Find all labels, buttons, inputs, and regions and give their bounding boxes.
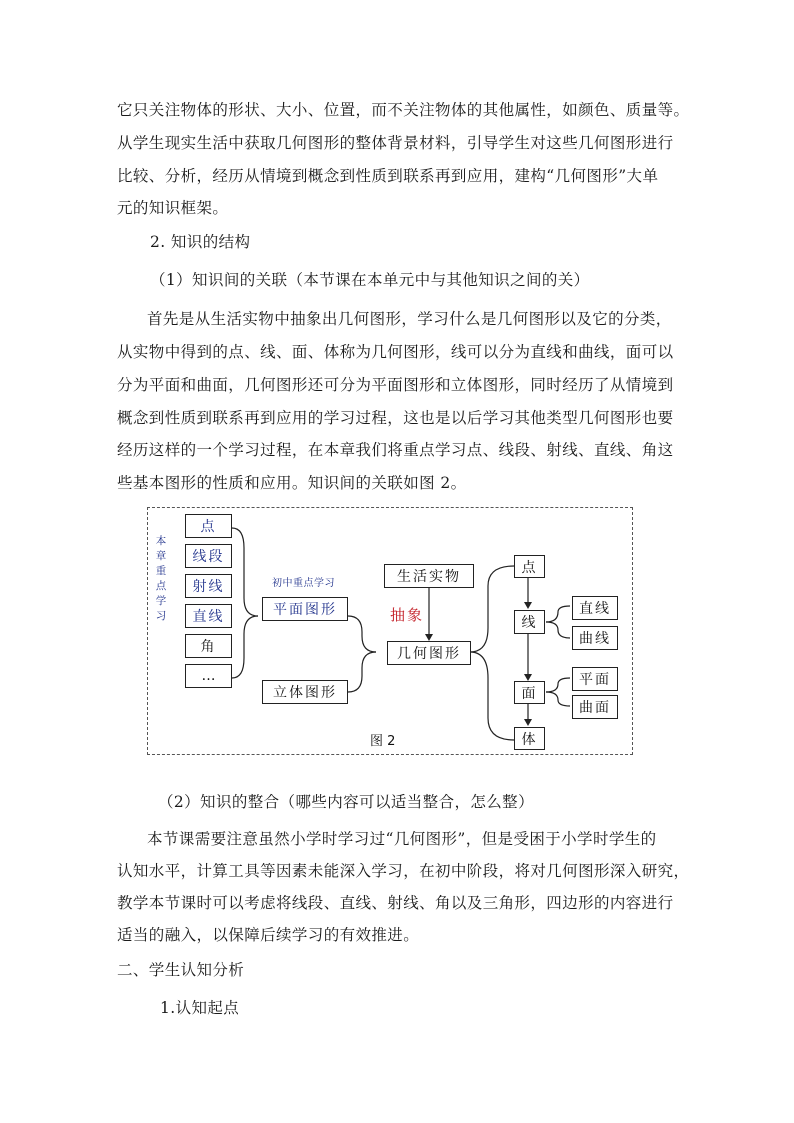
knowledge-relation-diagram — [147, 507, 633, 755]
paragraph-line: 首先是从生活实物中抽象出几何图形，学习什么是几何图形以及它的分类， — [147, 310, 672, 328]
section-heading: 二、学生认知分析 — [117, 961, 245, 979]
abstract-label: 抽象 — [390, 606, 425, 624]
subsection-heading: （1）知识间的关联（本节课在本单元中与其他知识之间的关） — [150, 271, 590, 289]
paragraph-line: 从学生现实生活中获取几何图形的整体背景材料，引导学生对这些几何图形进行 — [117, 134, 674, 152]
key-item-more: … — [185, 664, 232, 688]
paragraph-line: 概念到性质到联系再到应用的学习过程，这也是以后学习其他类型几何图形也要 — [117, 409, 674, 427]
key-item-ray: 射线 — [185, 574, 232, 598]
plane-figure-box: 平面图形 — [262, 597, 348, 621]
key-item-segment: 线段 — [185, 544, 232, 568]
key-study-vertical-label: 本章重点学习 — [155, 535, 167, 622]
real-object-box: 生活实物 — [384, 564, 474, 588]
junior-focus-label: 初中重点学习 — [272, 578, 335, 589]
figure-caption: 图 2 — [370, 734, 396, 749]
key-item-point: 点 — [185, 514, 232, 538]
paragraph-line: 认知水平，计算工具等因素未能深入学习，在初中阶段，将对几何图形深入研究， — [117, 862, 690, 880]
paragraph-line: 适当的融入，以保障后续学习的有效推进。 — [117, 926, 420, 944]
solid-figure-box: 立体图形 — [262, 680, 348, 704]
surface-box: 面 — [514, 681, 545, 704]
key-item-line: 直线 — [185, 604, 232, 628]
section-heading: 1.认知起点 — [160, 999, 240, 1017]
plane-box: 平面 — [572, 667, 618, 691]
paragraph-line: 经历这样的一个学习过程，在本章我们将重点学习点、线段、射线、直线、角这 — [117, 441, 674, 459]
paragraph-line: 本节课需要注意虽然小学时学习过“几何图形”，但是受困于小学时学生的 — [147, 830, 657, 848]
paragraph-line: 分为平面和曲面，几何图形还可分为平面图形和立体图形，同时经历了从情境到 — [117, 376, 674, 394]
paragraph-line: 教学本节课时可以考虑将线段、直线、射线、角以及三角形，四边形的内容进行 — [117, 894, 674, 912]
paragraph-line: 元的知识框架。 — [117, 199, 229, 217]
subsection-heading: （2）知识的整合（哪些内容可以适当整合，怎么整） — [158, 793, 534, 811]
geometric-figure-box: 几何图形 — [387, 641, 471, 665]
paragraph-line: 比较、分析，经历从情境到概念到性质到联系再到应用，建构“几何图形”大单 — [117, 167, 659, 185]
paragraph-line: 它只关注物体的形状、大小、位置，而不关注物体的其他属性，如颜色、质量等。 — [117, 101, 690, 119]
body-box: 体 — [514, 727, 545, 750]
curved-surface-box: 曲面 — [572, 695, 618, 719]
curve-box: 曲线 — [572, 626, 618, 650]
key-item-angle: 角 — [185, 634, 232, 658]
straight-line-box: 直线 — [572, 596, 618, 620]
paragraph-line: 从实物中得到的点、线、面、体称为几何图形，线可以分为直线和曲线，面可以 — [117, 343, 674, 361]
point-box: 点 — [514, 555, 545, 578]
paragraph-line: 些基本图形的性质和应用。知识间的关联如图 2。 — [117, 474, 467, 492]
line-box: 线 — [514, 610, 545, 634]
section-heading: 2. 知识的结构 — [150, 233, 251, 251]
